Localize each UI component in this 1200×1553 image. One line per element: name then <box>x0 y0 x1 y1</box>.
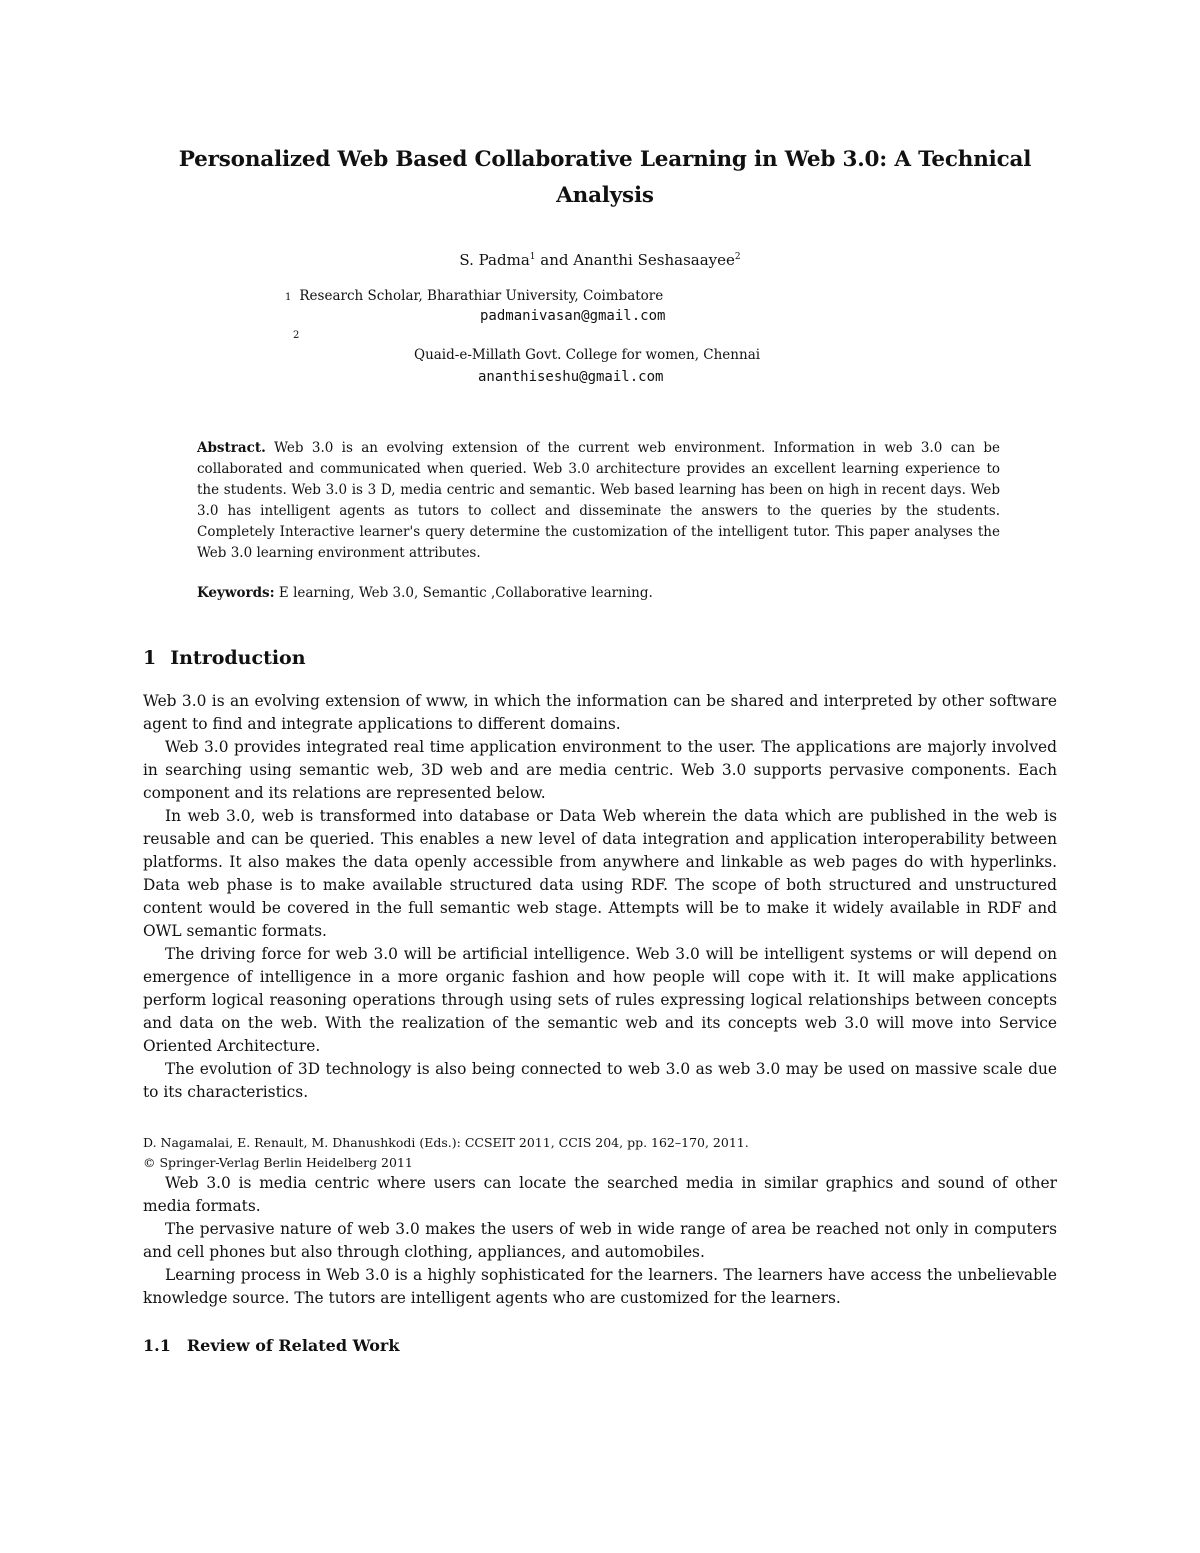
paragraph: The pervasive nature of web 3.0 makes the users of web in wide range of area be reached not only in computers and cell phones but also through clothing, appliances, and automobiles. <box>143 1220 1057 1261</box>
abstract <box>197 438 1000 564</box>
affiliation-1-mark: 1 <box>285 292 292 303</box>
author-1-affiliation-mark: 1 <box>529 252 536 262</box>
affiliation-2-mark: 2 <box>293 330 300 341</box>
affiliation-2-text: Quaid-e-Millath Govt. College for women, Chennai <box>414 347 761 363</box>
paragraph: Web 3.0 provides integrated real time application environment to the user. The applications are majorly involved in searching using semantic web, 3D web and are media centric. Web 3.0 supports pervasive components. Each component and its relations are represented below. <box>143 738 1057 802</box>
author-line <box>0 247 1200 270</box>
subsection-title: Review of Related Work <box>186 1336 400 1355</box>
paragraph: In web 3.0, web is transformed into database or Data Web wherein the data which are published in the web is reusable and can be queried. This enables a new level of data integration and application interoperability between platforms. It also makes the data openly accessible from anywhere and linkable as web pages do with hyperlinks. Data web phase is to make available structured data using RDF. The scope of both structured and unstructured content would be covered in the full semantic web stage. Attempts will be to make it widely available in RDF and OWL semantic formats. <box>143 807 1057 940</box>
subsection-heading-review <box>143 1335 399 1357</box>
affiliation-1-text: Research Scholar, Bharathiar University, Coimbatore <box>299 288 664 304</box>
copyright-footnote <box>143 1133 1057 1173</box>
affiliation-1 <box>285 287 663 307</box>
keywords-label: Keywords: <box>197 585 275 601</box>
affiliation-2-email: ananthiseshu@gmail.com <box>478 369 664 385</box>
affiliation-1-email: padmanivasan@gmail.com <box>480 308 666 324</box>
keywords <box>197 583 1000 604</box>
abstract-text: Web 3.0 is an evolving extension of the current web environment. Information in web 3.0 can be collaborated and communicated when queried. Web 3.0 architecture provides an excellent learning experience to the students. Web 3.0 is 3 D, media centric and semantic. Web based learning has been on high in recent days. Web 3.0 has intelligent agents as tutors to collect and disseminate the answers to the queries by the students. Completely Interactive learner's query determine the customization of the intelligent tutor. This paper analyses the Web 3.0 learning environment attributes. <box>197 440 1000 561</box>
author-connector: and <box>535 251 574 269</box>
introduction-body <box>143 690 1057 1104</box>
abstract-label: Abstract. <box>197 440 266 456</box>
introduction-body-continued <box>143 1172 1057 1310</box>
author-1: S. Padma <box>459 251 530 269</box>
author-2-affiliation-mark: 2 <box>734 252 741 262</box>
paper-title: Personalized Web Based Collaborative Learning in Web 3.0: A Technical Analysis <box>178 147 1032 208</box>
author-2: Ananthi Seshasaayee <box>573 251 735 269</box>
section-number: 1 <box>143 647 157 669</box>
paragraph: The evolution of 3D technology is also being connected to web 3.0 as web 3.0 may be used on massive scale due to its characteristics. <box>143 1060 1057 1101</box>
paragraph: Learning process in Web 3.0 is a highly sophisticated for the learners. The learners have access the unbelievable knowledge source. The tutors are intelligent agents who are customized for the learners. <box>143 1266 1057 1307</box>
paragraph: Web 3.0 is an evolving extension of www, in which the information can be shared and interpreted by other software agent to find and integrate applications to different domains. <box>143 692 1057 733</box>
paragraph: Web 3.0 is media centric where users can locate the searched media in similar graphics and sound of other media formats. <box>143 1174 1057 1215</box>
footnote-copyright: © Springer-Verlag Berlin Heidelberg 2011 <box>143 1155 413 1170</box>
section-title: Introduction <box>170 647 306 669</box>
section-heading-introduction <box>143 645 306 671</box>
subsection-number: 1.1 <box>143 1336 171 1355</box>
footnote-citation: D. Nagamalai, E. Renault, M. Dhanushkodi (Eds.): CCSEIT 2011, CCIS 204, pp. 162–170, 2011. <box>143 1135 749 1150</box>
keywords-text: E learning, Web 3.0, Semantic ,Collaborative learning. <box>274 585 653 601</box>
paragraph: The driving force for web 3.0 will be artificial intelligence. Web 3.0 will be intelligent systems or will depend on emergence of intelligence in a more organic fashion and how people will cope with it. It will make applications perform logical reasoning operations through using sets of rules expressing logical relationships between concepts and data on the web. With the realization of the semantic web and its concepts web 3.0 will move into Service Oriented Architecture. <box>143 945 1057 1055</box>
